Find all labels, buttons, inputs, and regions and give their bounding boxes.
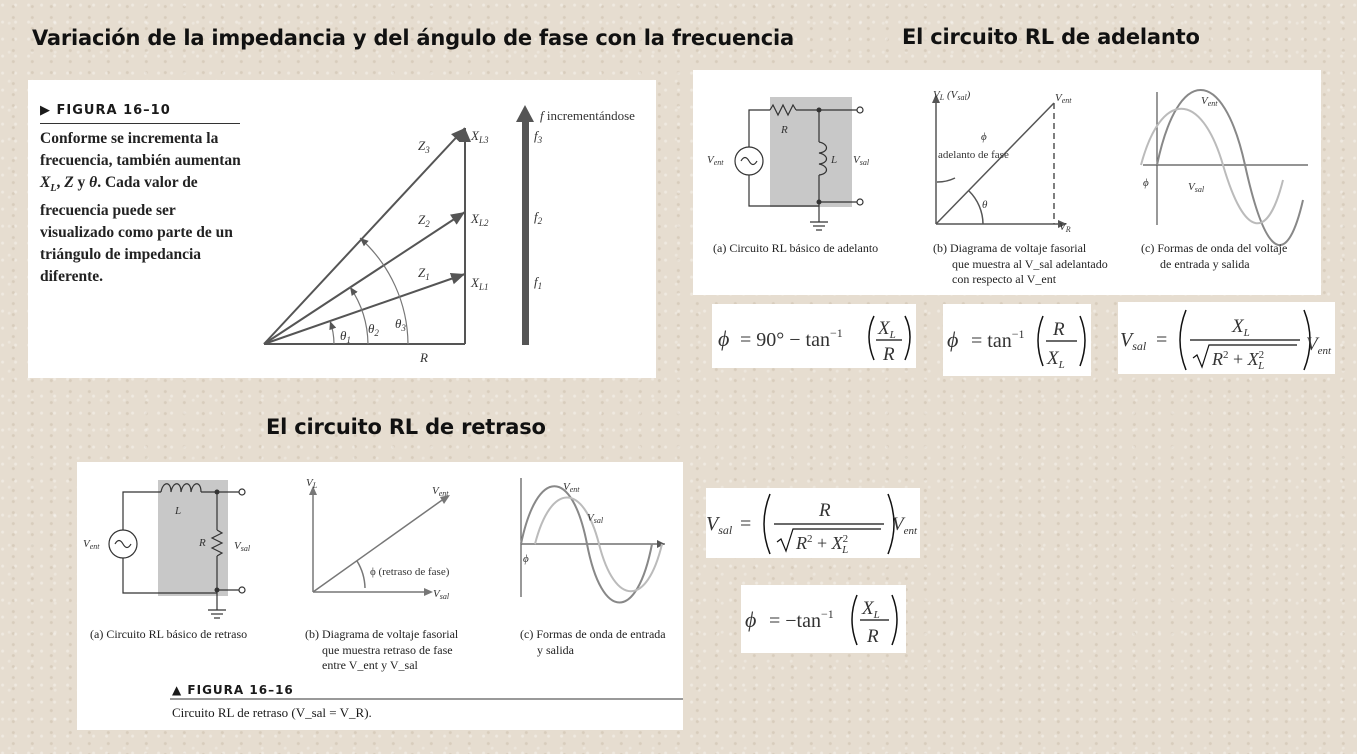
svg-text:XL: $X_L$ xyxy=(878,318,896,341)
svg-text:R2 + X2L: $R^2 + X^2$ L xyxy=(796,533,849,556)
svg-text:Vsal: Vsal xyxy=(234,540,251,553)
svg-text:R: R xyxy=(199,537,206,549)
svg-text:ϕ: ϕ xyxy=(745,607,757,632)
svg-text:XL1: $X_{L1}$ xyxy=(471,275,489,292)
lead-caption-c xyxy=(1141,241,1287,272)
svg-text:Vent: Vent xyxy=(563,481,580,494)
svg-text:R: R xyxy=(781,124,788,136)
svg-text:= 90° − tan−1: = $90^\circ - \tan^{-1}$ xyxy=(740,326,843,351)
lead-caption-a: (a) Circuito RL básico de adelanto xyxy=(713,241,879,255)
lead-caption-b xyxy=(933,241,1108,288)
svg-text:ϕ: ϕ xyxy=(947,327,959,352)
svg-text:R: R xyxy=(883,344,895,365)
svg-text:Vent: $V_{ent}$ xyxy=(1306,334,1332,357)
lead-circuit-panel xyxy=(693,70,1321,295)
svg-text:f incrementándose: f incrementándose xyxy=(540,108,635,123)
lag-caption-a: (a) Circuito RL básico de retraso xyxy=(90,627,248,641)
svg-text:θ: θ xyxy=(982,199,988,211)
equation-lag-phi xyxy=(741,585,906,653)
title-main: Variación de la impedancia y del ángulo de fase con la frecuencia xyxy=(32,26,794,50)
svg-text:ϕ: ϕ xyxy=(981,131,987,143)
svg-text:L: L xyxy=(175,505,182,517)
svg-text:=: = xyxy=(740,513,752,535)
svg-text:XL: $X_L$ xyxy=(1232,316,1250,339)
figure-16-16-label: ▲ FIGURA 16–16 xyxy=(172,683,294,697)
svg-text:Vent: Vent xyxy=(432,485,449,498)
lead-caption-b-2: que muestra al V_sal adelantado xyxy=(952,256,1108,271)
svg-text:R2 + X2L: $R^2 + X^2$ L xyxy=(1212,349,1265,372)
svg-text:θ2: $\theta_2$ xyxy=(368,321,379,338)
equation-lead-phi2-render xyxy=(943,304,1091,376)
lag-circuit-diagrams xyxy=(77,462,683,730)
svg-text:f2: $f_2$ xyxy=(534,209,543,226)
svg-text:Vent: Vent xyxy=(1055,92,1072,105)
svg-text:VR: VR xyxy=(1059,221,1071,234)
svg-text:Vsal: $V_{sal}$ xyxy=(1120,329,1147,353)
svg-text:f3: $f_3$ xyxy=(534,128,543,145)
svg-text:θ1: $\theta_1$ xyxy=(340,328,351,345)
impedance-phasor-diagram xyxy=(28,80,656,378)
title-lead: El circuito RL de adelanto xyxy=(902,25,1200,49)
lead-caption-c-2: de entrada y salida xyxy=(1160,256,1250,271)
lag-caption-b xyxy=(305,627,458,674)
svg-text:Vsal: Vsal xyxy=(1188,181,1205,194)
svg-text:ϕ: ϕ xyxy=(523,553,529,565)
equation-lead-phi xyxy=(712,304,916,368)
lag-caption-c xyxy=(520,627,666,658)
svg-text:Vent: Vent xyxy=(83,538,100,551)
svg-text:XL2: $X_{L2}$ xyxy=(471,211,489,228)
svg-text:Vent: $V_{ent}$ xyxy=(892,514,918,537)
svg-text:Vent: Vent xyxy=(707,154,724,167)
lag-caption-b-1: (b) Diagrama de voltaje fasorial xyxy=(305,627,459,641)
title-lag: El circuito RL de retraso xyxy=(266,415,546,439)
svg-text:= tan−1: = $\tan^{-1}$ xyxy=(971,327,1025,352)
equation-lag-vsal-render xyxy=(706,488,920,558)
figure-16-10-description: Conforme se incrementa la frecuencia, también aumentan $X_L$, Z y θ. Cada valor de frecuencia puede ser visualizado como parte de un triángulo de impedancia diferente. xyxy=(40,130,241,286)
svg-text:Z2: $Z_2$ xyxy=(418,212,430,229)
svg-text:Z3: $Z_3$ xyxy=(418,138,430,155)
figure-16-16-caption: Circuito RL de retraso (V_sal = V_R). xyxy=(172,705,372,720)
svg-text:VL (Vsal): VL (Vsal) xyxy=(933,89,971,102)
equation-lag-phi-render xyxy=(741,585,906,653)
svg-text:XL: $X_L$ xyxy=(862,598,880,621)
equation-lead-phi2 xyxy=(943,304,1091,376)
svg-text:R: R xyxy=(819,500,831,521)
lag-caption-c-1: (c) Formas de onda de entrada xyxy=(520,627,666,641)
eq-symbol: ϕ xyxy=(718,326,730,351)
svg-text:R: R xyxy=(1053,319,1065,340)
svg-text:Vsal: Vsal xyxy=(433,588,450,601)
svg-text:=: = xyxy=(1156,329,1168,351)
lead-caption-b-1: (b) Diagrama de voltaje fasorial xyxy=(933,241,1087,255)
equation-lead-vsal-render xyxy=(1118,302,1335,374)
svg-text:L: L xyxy=(831,154,838,166)
equation-lead-vsal xyxy=(1118,302,1335,374)
lag-caption-b-2: que muestra retraso de fase xyxy=(322,642,453,657)
svg-text:θ3: $\theta_3$ xyxy=(395,316,406,333)
lead-caption-c-1: (c) Formas de onda del voltaje xyxy=(1141,241,1288,255)
lag-phase-text: ϕ (retraso de fase) xyxy=(370,566,450,578)
svg-text:f1: $f_1$ xyxy=(534,274,543,291)
svg-text:R: R xyxy=(867,626,879,647)
equation-lead-phi-render xyxy=(712,304,916,368)
figure-16-10-panel xyxy=(28,80,656,378)
lag-circuit-panel xyxy=(77,462,683,730)
svg-text:Vsal: Vsal xyxy=(587,512,604,525)
svg-text:XL: $X_L$ xyxy=(1047,348,1065,371)
lead-caption-b-3: con respecto al V_ent xyxy=(952,272,1057,286)
svg-text:VL: VL xyxy=(306,477,318,490)
lag-caption-c-2: y salida xyxy=(537,642,574,657)
svg-text:Vsal: $V_{sal}$ xyxy=(706,513,733,537)
svg-text:= −tan−1: = $-\tan^{-1}$ xyxy=(769,607,834,632)
svg-text:ϕ: ϕ xyxy=(1143,177,1149,189)
svg-text:XL3: $X_{L3}$ xyxy=(471,128,489,145)
svg-text:Z1: $Z_1$ xyxy=(418,265,430,282)
svg-text:R: R xyxy=(420,350,428,365)
lead-phase-text: adelanto de fase xyxy=(938,149,1009,161)
equation-lag-vsal xyxy=(706,488,920,558)
figure-16-10-label: ▶ FIGURA 16–10 xyxy=(40,103,171,118)
svg-text:Vent: Vent xyxy=(1201,95,1218,108)
svg-text:Vsal: Vsal xyxy=(853,154,870,167)
lag-caption-b-3: entre V_ent y V_sal xyxy=(322,658,418,672)
